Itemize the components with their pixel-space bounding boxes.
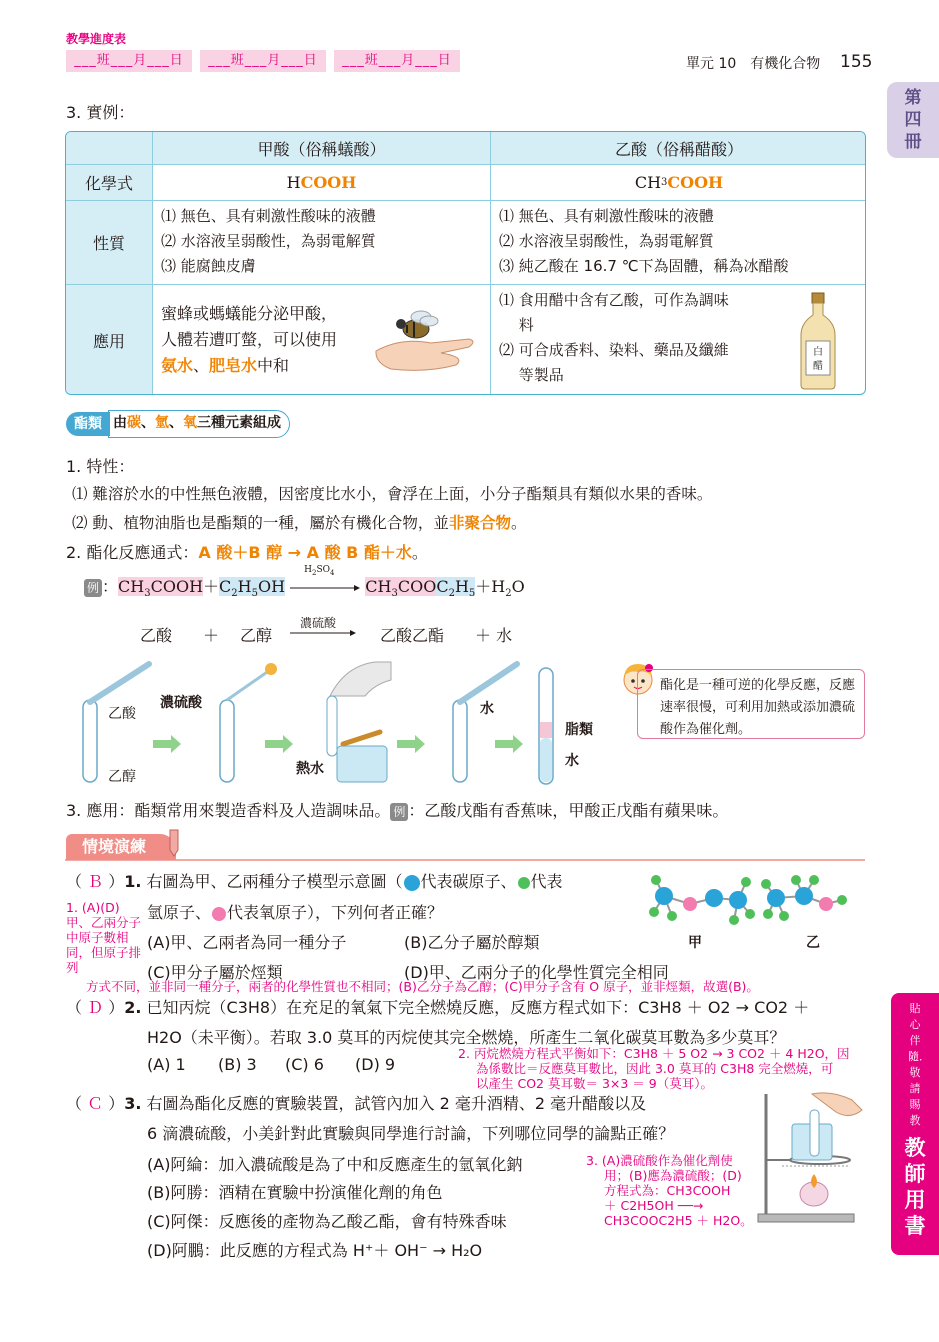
hydrogen-atom-icon	[517, 876, 531, 890]
question-3: （ Ｃ ）3. 右圖為酯化反應的實驗裝置，試管內加入 2 毫升酒精、2 毫升醋酸以及	[66, 1094, 647, 1113]
practice-title: 情境演練	[66, 834, 176, 860]
bee-on-hand-illustration	[371, 299, 481, 379]
example-mark: 例	[390, 803, 408, 821]
properties-title: 1. 特性：	[66, 457, 135, 476]
carboxyl-group: COOH	[667, 173, 724, 192]
list-item: 等製品	[499, 366, 564, 384]
q3-explanation	[586, 1153, 753, 1228]
q3-option-a: (A)阿綸：加入濃硫酸是為了中和反應產生的氫氧化鈉	[147, 1155, 523, 1174]
q1-explanation-side: 1. (A)(D)甲、乙兩分子中原子數相同，但原子排列	[66, 900, 142, 975]
practice-divider	[65, 833, 865, 861]
esterification-procedure-diagram	[75, 660, 595, 788]
explain-line: 2. 丙烷燃燒方程式平衡如下：C3H8 ＋ 5 O2 → 3 CO2 ＋ 4 H2O，因	[458, 1046, 850, 1061]
explain-line: 方程式為：CH3COOH	[604, 1183, 731, 1198]
unit-heading: 單元 10 有機化合物	[686, 56, 821, 72]
label-conc-sulfuric-acid: 濃硫酸	[160, 695, 202, 711]
ester-formula-ethyl: $C_2H_5$	[436, 577, 476, 600]
formula-subscript: 3	[661, 177, 668, 188]
col-header-acetic: 乙酸（俗稱醋酸）	[491, 132, 866, 165]
formula-prefix: CH	[634, 173, 662, 192]
side-title: 教師用書	[904, 1136, 926, 1238]
application-text: 3. 應用：酯類常用來製造香料及人造調味品。	[66, 801, 391, 820]
molecule-models-illustration	[646, 870, 856, 934]
col-header-formic: 甲酸（俗稱蟻酸）	[153, 132, 491, 165]
word-catalyst: 濃硫酸	[300, 616, 337, 630]
ester-formula: $CH_3COO$	[365, 577, 437, 600]
answer-q1: Ｂ	[87, 872, 104, 891]
section-title: 3. 實例：	[66, 103, 135, 122]
q3-option-d: (D)阿鵬：此反應的方程式為 H⁺＋ OH⁻ → H₂O	[147, 1241, 483, 1260]
question-3-line2: 6 滴濃硫酸，小美針對此實驗與同學進行討論，下列哪位同學的論點正確？	[147, 1124, 675, 1143]
list-item: ⑶ 能腐蝕皮膚	[161, 257, 256, 275]
formula-prefix: H	[286, 173, 301, 192]
ethanol-formula: $C_2H_5OH$	[219, 577, 286, 600]
svg-text:白: 白	[813, 347, 823, 358]
acetic-applications	[491, 285, 866, 395]
general-formula: A 酸＋B 醇 → A 酸 B 酯＋水	[198, 543, 412, 562]
arrow-icon	[290, 628, 356, 638]
schedule-title: 教學進度表	[66, 32, 127, 46]
app-end: 中和	[257, 356, 290, 375]
property-1: ⑴ 難溶於水的中性無色液體，因密度比水小，會浮在上面，小分子酯類具有類似水果的香味。	[72, 485, 713, 503]
esterification-note: 酯化是一種可逆的化學反應，反應速率很慢，可利用加熱或添加濃硫酸作為催化劑。	[637, 669, 865, 739]
svg-text:醋: 醋	[813, 361, 823, 372]
word-ester: 乙酸乙酯	[380, 626, 445, 645]
q1-text: 代表氧原子），下列何者正確？	[227, 903, 444, 922]
catalyst-label: $H_2SO_4$	[304, 565, 335, 577]
list-item: ⑴ 食用醋中含有乙酸，可作為調味	[499, 291, 729, 309]
intro-text: 由	[113, 415, 127, 431]
hydrogen-highlight: 氫	[155, 415, 169, 431]
explain-line: 為係數比＝反應莫耳數比，因此 3.0 莫耳的 C3H8 完全燃燒，可	[476, 1061, 834, 1076]
label-hot-water: 熱水	[296, 761, 324, 777]
word-plus: ＋	[203, 626, 220, 645]
row-label-properties: 性質	[66, 201, 153, 285]
list-item: ⑴ 無色、具有刺激性酸味的液體	[499, 207, 714, 225]
q1-option-b: (B)乙分子屬於醇類	[404, 933, 540, 952]
separator: 、	[169, 415, 183, 431]
general-equation	[66, 540, 428, 563]
q2-option-a: (A) 1	[147, 1055, 186, 1074]
list-item: ⑴ 無色、具有刺激性酸味的液體	[161, 207, 376, 225]
word-acetic-acid: 乙酸	[140, 626, 173, 645]
schedule-slot: ___班___月___日	[334, 50, 460, 72]
formic-properties	[153, 201, 491, 285]
answer-q2: Ｄ	[87, 998, 104, 1017]
q2-option-b: (B) 3	[218, 1055, 257, 1074]
question-1-line2	[147, 898, 443, 928]
list-item: 料	[499, 316, 534, 334]
question-2: （ Ｄ ）2. 已知丙烷（C3H8）在充足的氧氣下完全燃燒反應，反應方程式如下：C3H8 ＋ O2 → CO2 ＋	[66, 998, 810, 1017]
schedule-slot: ___班___月___日	[66, 50, 192, 72]
property-text: ⑵ 動、植物油脂也是酯類的一種，屬於有機化合物，並	[72, 514, 449, 532]
explain-line: 用；(B)應為濃硫酸；(D)	[604, 1168, 742, 1183]
list-item: ⑵ 可合成香料、染料、藥品及纖維	[499, 341, 729, 359]
volume-tab-label: 第四冊	[904, 88, 922, 152]
q1-option-d: (D)甲、乙兩分子的化學性質完全相同	[404, 963, 669, 982]
answer-q3: Ｃ	[87, 1094, 104, 1113]
q1-text: 右圖為甲、乙兩種分子模型示意圖（	[146, 872, 403, 891]
explain-line: 以產生 CO2 莫耳數＝ 3×3 ＝ 9（莫耳）。	[476, 1076, 713, 1091]
q1-text: 代表碳原子、	[420, 872, 517, 891]
q1-option-c: (C)甲分子屬於烴類	[147, 963, 283, 982]
carbon-highlight: 碳	[127, 415, 141, 431]
pencil-icon	[166, 828, 180, 858]
acetic-formula	[491, 165, 866, 201]
general-end: 。	[411, 543, 428, 562]
application-line	[66, 798, 728, 821]
table-corner	[66, 132, 153, 165]
list-item: ⑵ 水溶液呈弱酸性，為弱電解質	[499, 232, 714, 250]
label-acetic-acid: 乙酸	[108, 706, 136, 722]
reaction-arrow	[290, 565, 360, 596]
q2-option-d: (D) 9	[355, 1055, 396, 1074]
q1-text: 代表	[530, 872, 563, 891]
q2-option-c: (C) 6	[285, 1055, 324, 1074]
q3-text: 右圖為酯化反應的實驗裝置，試管內加入 2 毫升酒精、2 毫升醋酸以及	[146, 1094, 647, 1113]
explain-line: CH3COOC2H5 ＋ H2O。	[604, 1213, 753, 1228]
ester-badge: 酯類	[66, 412, 110, 436]
q3-option-c: (C)阿傑：反應後的產物為乙酸乙酯，會有特殊香味	[147, 1212, 507, 1231]
label-ethanol: 乙醇	[108, 769, 136, 785]
q2-text: 已知丙烷（C3H8）在充足的氧氣下完全燃燒反應，反應方程式如下：C3H8 ＋ O2 → CO2 ＋	[146, 998, 810, 1017]
question-2-line2: H2O（未平衡）。若取 3.0 莫耳的丙烷使其完全燃燒，所產生二氧化碳莫耳數為多少莫耳？	[147, 1028, 786, 1047]
side-slogan: 貼心伴隨．敬請賜教	[908, 1002, 930, 1127]
q2-explanation	[458, 1046, 850, 1091]
ammonia-highlight: 氨水	[161, 356, 194, 375]
explain-line: ＋ C2H5OH ──→	[604, 1198, 704, 1213]
schedule-slot: ___班___月___日	[200, 50, 326, 72]
chemical-equation: 例 ：$CH_3COOH+C_2H_5OH$ $H_2SO_4$ $CH_3COOC_2H_5+H_2O$	[84, 574, 525, 599]
separator: 、	[141, 415, 155, 431]
row-label-formula: 化學式	[66, 165, 153, 201]
property-2	[72, 511, 526, 533]
oxygen-atom-icon	[211, 906, 227, 922]
carbon-atom-icon	[403, 874, 421, 892]
formic-formula	[153, 165, 491, 201]
carboxyl-group: COOH	[300, 173, 357, 192]
page-number: 155	[840, 52, 873, 72]
q1-explanation: 方式不同，並非同一種分子，兩者的化學性質也不相同；(B)乙分子為乙醇；(C)甲分子含有 O 原子，並非烴類，故選(B)。	[86, 979, 759, 994]
q3-option-b: (B)阿勝：酒精在實驗中扮演催化劑的角色	[147, 1183, 443, 1202]
row-label-applications: 應用	[66, 285, 153, 395]
property-text: 。	[510, 514, 527, 532]
app-line: 人體若遭叮螫，可以使用	[161, 330, 338, 349]
word-water: ＋ 水	[475, 626, 513, 645]
soap-highlight: 肥皂水	[209, 356, 258, 375]
intro-text: 三種元素組成	[197, 415, 281, 431]
application-example: ：乙酸戊酯有香蕉味，甲酸正戊酯有蘋果味。	[408, 801, 729, 820]
question-1: （ Ｂ ）1. 右圖為甲、乙兩種分子模型示意圖（ 代表碳原子、 代表	[66, 872, 563, 891]
label-ester-layer: 脂類	[565, 722, 593, 738]
list-item: ⑵ 水溶液呈弱酸性，為弱電解質	[161, 232, 376, 250]
volume-tab	[887, 82, 939, 158]
q1-text: 氫原子、	[147, 903, 212, 922]
vinegar-bottle-illustration	[793, 291, 843, 391]
q1-option-a: (A)甲、乙兩者為同一種分子	[147, 933, 347, 952]
formic-applications	[153, 285, 491, 395]
oxygen-highlight: 氧	[183, 415, 197, 431]
list-item: ⑶ 純乙酸在 16.7 ℃下為固體，稱為冰醋酸	[499, 257, 789, 275]
explain-line: 3. (A)濃硫酸作為催化劑使	[586, 1153, 733, 1168]
teacher-edition-tab	[891, 993, 939, 1255]
lab-apparatus-illustration	[752, 1090, 872, 1224]
separator: 、	[193, 356, 210, 375]
acids-table	[65, 131, 866, 395]
molecule-label-a: 甲	[688, 935, 702, 951]
acetic-acid-formula: $CH_3COOH$	[118, 577, 204, 600]
label-water-bottom: 水	[565, 753, 579, 769]
app-line: 蜜蜂或螞蟻能分泌甲酸，	[161, 304, 338, 323]
example-mark: 例	[84, 579, 102, 597]
molecule-label-b: 乙	[806, 935, 820, 951]
general-label: 2. 酯化反應通式：	[66, 543, 199, 562]
label-water-top: 水	[480, 701, 494, 717]
acetic-properties	[491, 201, 866, 285]
ester-intro	[108, 410, 290, 438]
word-ethanol: 乙醇	[240, 626, 273, 645]
non-polymer-highlight: 非聚合物	[448, 514, 511, 532]
